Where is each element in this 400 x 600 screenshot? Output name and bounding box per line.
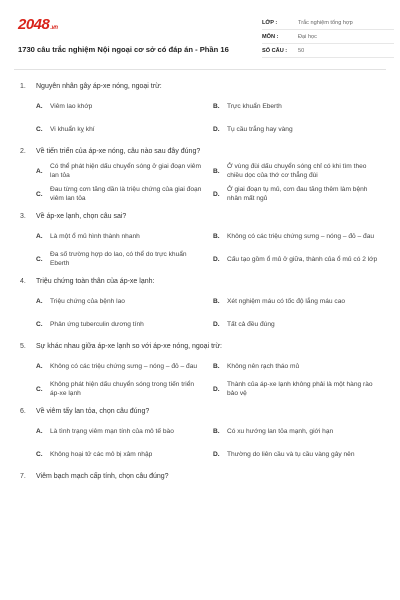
question-text: Sự khác nhau giữa áp-xe lạnh so với áp-xe nóng, ngoại trừ: [36, 343, 222, 350]
meta-row-class [262, 16, 394, 30]
answer-option[interactable] [36, 292, 205, 310]
question-number: 5. [20, 343, 26, 350]
question-item [20, 407, 382, 463]
question-item [20, 82, 382, 138]
option-text: Có thể phát hiện dấu chuyển sóng ở giai đoạn viêm lan tỏa [50, 163, 201, 179]
document-meta [262, 16, 394, 58]
question-stem [20, 147, 382, 156]
meta-row-count [262, 44, 394, 58]
question-number: 6. [20, 408, 26, 415]
question-text: Về áp-xe lạnh, chọn câu sai? [36, 213, 127, 220]
answer-option[interactable] [213, 97, 382, 115]
question-number: 7. [20, 473, 26, 480]
question-text: Về tiến triển của áp-xe nóng, câu nào sau đây đúng? [36, 148, 201, 155]
answer-option[interactable] [36, 227, 205, 245]
option-text: Ở giai đoạn tụ mủ, cơn đau tăng thêm làm bệnh nhân mất ngủ [227, 186, 368, 202]
option-grid [20, 357, 382, 398]
option-key: D. [213, 450, 220, 458]
question-stem [20, 212, 382, 221]
option-text: Phản ứng tuberculin dương tính [50, 320, 144, 328]
option-text: Triệu chứng của bệnh lao [50, 297, 125, 305]
option-key: C. [36, 125, 43, 133]
option-text: Xét nghiệm máu có tốc độ lắng máu cao [227, 297, 346, 305]
option-text: Cấu tạo gồm ổ mủ ở giữa, thành của ổ mủ có 2 lớp [227, 255, 378, 263]
answer-option[interactable] [213, 120, 382, 138]
option-text: Không nên rạch tháo mủ [227, 362, 300, 370]
question-number: 1. [20, 83, 26, 90]
meta-value: Trắc nghiệm tổng hợp [298, 19, 353, 26]
answer-option[interactable] [213, 315, 382, 333]
option-key: D. [213, 320, 220, 328]
option-text: Không có các triệu chứng sưng – nóng – đỏ – đau [50, 362, 198, 370]
option-text: Không hoại tử các mô bị xâm nhập [50, 450, 153, 458]
option-text: Viêm lao khớp [50, 102, 93, 110]
question-number: 4. [20, 278, 26, 285]
option-grid [20, 227, 382, 268]
question-stem [20, 82, 382, 91]
question-stem [20, 472, 382, 481]
answer-option[interactable] [36, 445, 205, 463]
option-key: B. [213, 167, 220, 175]
question-text: Viêm bạch mạch cấp tính, chọn câu đúng? [36, 473, 169, 480]
option-key: D. [213, 385, 220, 393]
option-key: D. [213, 190, 220, 198]
question-item [20, 472, 382, 481]
option-key: C. [36, 450, 43, 458]
question-number: 3. [20, 213, 26, 220]
option-key: A. [36, 362, 43, 370]
answer-option[interactable] [213, 357, 382, 375]
logo-main: 2048 [18, 16, 50, 33]
option-key: A. [36, 232, 43, 240]
option-text: Thành của áp-xe lạnh không phải là một hàng rào bảo vệ [227, 381, 373, 397]
site-logo[interactable] [18, 16, 58, 33]
meta-value: 50 [298, 47, 305, 54]
option-key: B. [213, 297, 220, 305]
option-key: C. [36, 255, 43, 263]
option-text: Không phát hiện dấu chuyển sóng trong tiến triển áp-xe lạnh [50, 381, 195, 397]
option-text: Là tình trạng viêm mạn tính của mô tế bào [50, 427, 174, 435]
answer-option[interactable] [36, 185, 205, 203]
document-title: 1730 câu trắc nghiệm Nội ngoại cơ sở có đáp án - Phần 16 [18, 45, 229, 54]
document-header [14, 10, 386, 70]
option-text: Trực khuẩn Eberth [227, 102, 282, 110]
option-key: C. [36, 320, 43, 328]
answer-option[interactable] [213, 445, 382, 463]
option-grid [20, 422, 382, 463]
option-text: Ở vùng đùi dấu chuyển sóng chỉ có khi tìm theo chiều dọc của thớ cơ thẳng đùi [227, 163, 367, 179]
option-text: Không có các triệu chứng sưng – nóng – đỏ – đau [227, 232, 375, 240]
logo-suffix: .vn [50, 25, 58, 31]
answer-option[interactable] [36, 162, 205, 180]
option-key: B. [213, 102, 220, 110]
option-key: B. [213, 232, 220, 240]
answer-option[interactable] [213, 292, 382, 310]
option-text: Đau từng cơn tăng dần là triệu chứng của giai đoạn viêm lan tỏa [50, 186, 202, 202]
answer-option[interactable] [213, 422, 382, 440]
question-stem [20, 407, 382, 416]
answer-option[interactable] [213, 250, 382, 268]
option-key: B. [213, 427, 220, 435]
answer-option[interactable] [36, 380, 205, 398]
meta-label: LỚP : [262, 19, 278, 26]
answer-option[interactable] [36, 250, 205, 268]
option-grid [20, 97, 382, 138]
question-item [20, 212, 382, 268]
option-text: Đa số trường hợp do lao, có thể do trực khuẩn Eberth [50, 251, 187, 267]
meta-label: SỐ CÂU : [262, 47, 288, 54]
option-text: Vi khuẩn kỵ khí [50, 125, 95, 133]
option-text: Thường do liên cầu và tụ cầu vàng gây nên [227, 450, 355, 458]
option-key: A. [36, 427, 43, 435]
question-text: Về viêm tấy lan tỏa, chọn câu đúng? [36, 408, 150, 415]
option-key: C. [36, 385, 43, 393]
option-key: B. [213, 362, 220, 370]
answer-option[interactable] [213, 380, 382, 398]
question-number: 2. [20, 148, 26, 155]
meta-label: MÔN : [262, 33, 279, 40]
question-stem [20, 277, 382, 286]
option-text: Có xu hướng lan tỏa mạnh, giới hạn [227, 427, 334, 435]
answer-option[interactable] [36, 120, 205, 138]
answer-option[interactable] [213, 185, 382, 203]
answer-option[interactable] [213, 162, 382, 180]
meta-row-subject [262, 30, 394, 44]
option-key: D. [213, 125, 220, 133]
question-text: Triệu chứng toàn thân của áp-xe lạnh: [36, 278, 155, 285]
option-key: D. [213, 255, 220, 263]
option-text: Là một ổ mủ hình thành nhanh [50, 232, 140, 240]
option-key: A. [36, 102, 43, 110]
question-stem [20, 342, 382, 351]
question-item [20, 277, 382, 333]
answer-option[interactable] [213, 227, 382, 245]
option-text: Tất cả đều đúng [227, 320, 275, 328]
question-item [20, 147, 382, 203]
option-key: C. [36, 190, 43, 198]
option-grid [20, 162, 382, 203]
question-text: Nguyên nhân gây áp-xe nóng, ngoại trừ: [36, 83, 162, 90]
question-item [20, 342, 382, 398]
question-list [14, 70, 386, 481]
answer-option[interactable] [36, 315, 205, 333]
option-key: A. [36, 297, 43, 305]
answer-option[interactable] [36, 357, 205, 375]
meta-value: Đại học [298, 33, 317, 40]
answer-option[interactable] [36, 97, 205, 115]
option-grid [20, 292, 382, 333]
option-key: A. [36, 167, 43, 175]
option-text: Tụ cầu trắng hay vàng [227, 125, 293, 133]
answer-option[interactable] [36, 422, 205, 440]
